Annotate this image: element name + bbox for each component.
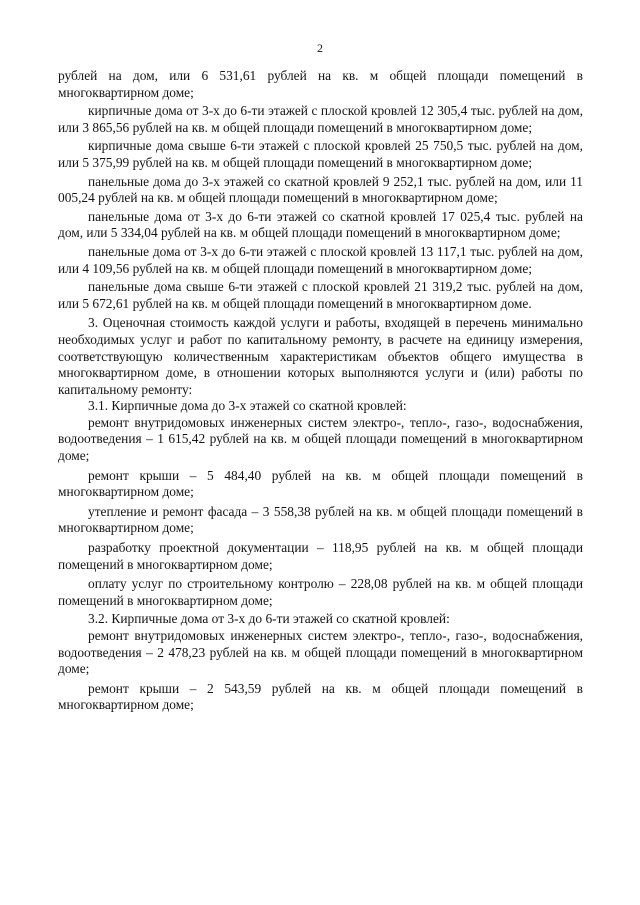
item-engineering-systems-repair-3-2: ремонт внутридомовых инженерных систем электро-, тепло-, газо-, водоснабжения, водоотведения – 2 478,23 рублей на кв. м общей площади помещений в многоквартирном доме; xyxy=(58,628,583,677)
item-roof-repair-3-2: ремонт крыши – 2 543,59 рублей на кв. м общей площади помещений в многоквартирном доме; xyxy=(58,680,583,713)
paragraph-panel-3-6-pitched: панельные дома от 3-х до 6-ти этажей со скатной кровлей 17 025,4 тыс. рублей на дом, или 5 334,04 рублей на кв. м общей площади помещений в многоквартирном доме; xyxy=(58,208,583,241)
item-facade-repair: утепление и ремонт фасада – 3 558,38 рублей на кв. м общей площади помещений в многоквартирном доме; xyxy=(58,503,583,536)
section-3-intro: 3. Оценочная стоимость каждой услуги и работы, входящей в перечень минимально необходимых услуг и работ по капитальному ремонту, в расчете на единицу измерения, соответствующую количественным характеристикам объектов общего имущества в многоквартирном доме, в отношении которых выполняются услуги и (или) работы по капитальному ремонту: xyxy=(58,315,583,397)
subsection-3-1-heading: 3.1. Кирпичные дома до 3-х этажей со скатной кровлей: xyxy=(88,398,407,414)
paragraph-panel-3-6-flat: панельные дома от 3-х до 6-ти этажей с плоской кровлей 13 117,1 тыс. рублей на дом, или 4 109,56 рублей на кв. м общей площади помещений в многоквартирном доме; xyxy=(58,243,583,276)
document-body xyxy=(58,68,583,714)
paragraph-continuation: рублей на дом, или 6 531,61 рублей на кв. м общей площади помещений в многоквартирном доме; xyxy=(58,68,583,100)
paragraph-brick-3-6-flat: кирпичные дома от 3-х до 6-ти этажей с плоской кровлей 12 305,4 тыс. рублей на дом, или 3 865,56 рублей на кв. м общей площади помещений в многоквартирном доме; xyxy=(58,103,583,135)
item-roof-repair: ремонт крыши – 5 484,40 рублей на кв. м общей площади помещений в многоквартирном доме; xyxy=(58,467,583,500)
item-construction-control: оплату услуг по строительному контролю – 228,08 рублей на кв. м общей площади помещений в многоквартирном доме; xyxy=(58,576,583,608)
subsection-3-2-heading: 3.2. Кирпичные дома от 3-х до 6-ти этажей со скатной кровлей: xyxy=(88,611,450,627)
paragraph-panel-3-pitched: панельные дома до 3-х этажей со скатной кровлей 9 252,1 тыс. рублей на дом, или 11 005,24 рублей на кв. м общей площади помещений в многоквартирном доме; xyxy=(58,173,583,206)
page-number: 2 xyxy=(317,41,323,55)
paragraph-panel-6plus-flat: панельные дома свыше 6-ти этажей с плоской кровлей 21 319,2 тыс. рублей на дом, или 5 672,61 рублей на кв. м общей площади помещений в многоквартирном доме. xyxy=(58,279,583,311)
item-project-documentation: разработку проектной документации – 118,95 рублей на кв. м общей площади помещений в многоквартирном доме; xyxy=(58,540,583,572)
paragraph-brick-6plus-flat: кирпичные дома свыше 6-ти этажей с плоской кровлей 25 750,5 тыс. рублей на дом, или 5 375,99 рублей на кв. м общей площади помещений в многоквартирном доме; xyxy=(58,138,583,170)
item-engineering-systems-repair: ремонт внутридомовых инженерных систем электро-, тепло-, газо-, водоснабжения, водоотведения – 1 615,42 рублей на кв. м общей площади помещений в многоквартирном доме; xyxy=(58,414,583,464)
